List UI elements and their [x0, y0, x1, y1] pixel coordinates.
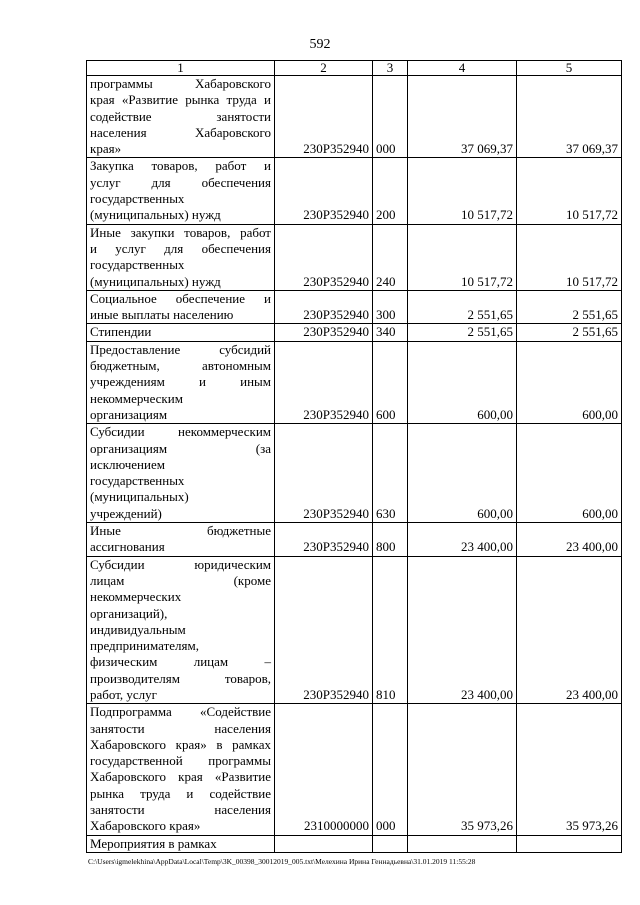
row-value-4: 23 400,00	[408, 523, 517, 557]
description-line: Закупка товаров, работ и	[90, 158, 271, 174]
description-line: организациям	[90, 406, 168, 422]
row-type: 300	[373, 290, 408, 324]
table-header-row	[87, 61, 622, 76]
row-description	[87, 424, 275, 523]
row-value-5: 10 517,72	[517, 158, 622, 224]
row-description	[87, 341, 275, 423]
description-line: некоммерческих	[90, 589, 182, 605]
description-line: Предоставление субсидий	[90, 341, 271, 357]
row-description	[87, 556, 275, 704]
table-row	[87, 704, 622, 835]
description-line: Мероприятия в рамках	[90, 835, 217, 851]
row-description	[87, 290, 275, 324]
header-col-2: 2	[275, 61, 373, 76]
description-line: Стипендии	[90, 324, 152, 340]
row-value-5	[517, 835, 622, 852]
description-line: занятости населения	[90, 802, 271, 818]
description-line: Субсидии юридическим	[90, 556, 271, 572]
description-line: Субсидии некоммерческим	[90, 424, 271, 440]
table-row	[87, 556, 622, 704]
row-value-5: 2 551,65	[517, 290, 622, 324]
table-row	[87, 76, 622, 158]
description-line: производителям товаров,	[90, 670, 271, 686]
row-code: 230P352940	[275, 424, 373, 523]
description-line: Подпрограмма «Содействие	[90, 704, 271, 720]
row-value-4: 2 551,65	[408, 324, 517, 341]
description-line: организациям (за	[90, 440, 271, 456]
row-value-4: 2 551,65	[408, 290, 517, 324]
description-line: программы Хабаровского	[90, 76, 271, 91]
description-line: занятости населения	[90, 720, 271, 736]
header-col-5: 5	[517, 61, 622, 76]
description-line: (муниципальных)	[90, 489, 189, 505]
row-type: 340	[373, 324, 408, 341]
description-line: Иные бюджетные	[90, 523, 271, 539]
row-code: 230P352940	[275, 324, 373, 341]
description-line: организаций),	[90, 605, 168, 621]
row-type: 600	[373, 341, 408, 423]
description-line: работ, услуг	[90, 686, 158, 702]
row-type: 000	[373, 704, 408, 835]
table-row	[87, 523, 622, 557]
description-line: рынка труда и содействие	[90, 785, 271, 801]
header-col-4: 4	[408, 61, 517, 76]
table-row	[87, 224, 622, 290]
description-line: услуг для обеспечения	[90, 174, 271, 190]
description-line: Социальное обеспечение и	[90, 290, 271, 306]
table-row	[87, 158, 622, 224]
description-line: (муниципальных) нужд	[90, 207, 221, 223]
row-description	[87, 704, 275, 835]
description-line: ассигнования	[90, 539, 165, 555]
description-line: Хабаровского края «Развитие	[90, 769, 271, 785]
row-value-4: 10 517,72	[408, 158, 517, 224]
page-number: 592	[309, 37, 331, 52]
description-line: предпринимателям,	[90, 638, 199, 654]
description-line: Хабаровского края»	[90, 818, 201, 834]
table-row	[87, 290, 622, 324]
row-value-4: 37 069,37	[408, 76, 517, 158]
row-value-5: 10 517,72	[517, 224, 622, 290]
row-code: 230P352940	[275, 158, 373, 224]
row-value-5: 2 551,65	[517, 324, 622, 341]
file-path-footer: C:\Users\igmelekhina\AppData\Local\Temp\3K_00398_30012019_005.txt\Мелехина Ирина Геннадьевна\31.01.2019 11:55:28	[88, 857, 476, 866]
description-line: учреждений)	[90, 505, 162, 521]
row-description	[87, 76, 275, 158]
description-line: некоммерческим	[90, 390, 183, 406]
description-line: государственных	[90, 473, 185, 489]
row-code: 230P352940	[275, 290, 373, 324]
description-line: Хабаровского края» в рамках	[90, 736, 271, 752]
row-type: 240	[373, 224, 408, 290]
row-description	[87, 523, 275, 557]
row-value-4: 23 400,00	[408, 556, 517, 704]
description-line: (муниципальных) нужд	[90, 273, 221, 289]
table-row	[87, 424, 622, 523]
row-value-5: 23 400,00	[517, 556, 622, 704]
row-value-5: 23 400,00	[517, 523, 622, 557]
description-line: физическим лицам –	[90, 654, 271, 670]
description-line: иные выплаты населению	[90, 307, 234, 323]
description-line: учреждениям и иным	[90, 374, 271, 390]
row-value-5: 600,00	[517, 341, 622, 423]
header-col-1: 1	[87, 61, 275, 76]
table-row	[87, 835, 622, 852]
row-code: 2310000000	[275, 704, 373, 835]
header-col-3: 3	[373, 61, 408, 76]
row-value-5: 600,00	[517, 424, 622, 523]
row-code: 230P352940	[275, 224, 373, 290]
table-row	[87, 324, 622, 341]
description-line: края»	[90, 141, 122, 157]
description-line: исключением	[90, 456, 165, 472]
row-type: 200	[373, 158, 408, 224]
row-description	[87, 835, 275, 852]
row-value-4	[408, 835, 517, 852]
row-type: 000	[373, 76, 408, 158]
row-value-4: 10 517,72	[408, 224, 517, 290]
description-line: лицам (кроме	[90, 572, 271, 588]
table-row	[87, 341, 622, 423]
row-code	[275, 835, 373, 852]
row-value-5: 37 069,37	[517, 76, 622, 158]
row-type: 630	[373, 424, 408, 523]
row-code: 230P352940	[275, 523, 373, 557]
description-line: государственной программы	[90, 753, 271, 769]
row-code: 230P352940	[275, 76, 373, 158]
description-line: индивидуальным	[90, 621, 186, 637]
description-line: населения Хабаровского	[90, 124, 271, 140]
row-description	[87, 324, 275, 341]
row-code: 230P352940	[275, 556, 373, 704]
description-line: бюджетным, автономным	[90, 358, 271, 374]
row-type	[373, 835, 408, 852]
row-value-5: 35 973,26	[517, 704, 622, 835]
description-line: государственных	[90, 257, 185, 273]
budget-table	[86, 60, 622, 853]
row-description	[87, 158, 275, 224]
row-value-4: 600,00	[408, 424, 517, 523]
description-line: края «Развитие рынка труда и	[90, 92, 271, 108]
description-line: государственных	[90, 191, 185, 207]
row-type: 810	[373, 556, 408, 704]
row-type: 800	[373, 523, 408, 557]
description-line: Иные закупки товаров, работ	[90, 224, 271, 240]
row-code: 230P352940	[275, 341, 373, 423]
row-value-4: 600,00	[408, 341, 517, 423]
description-line: содействие занятости	[90, 108, 271, 124]
row-value-4: 35 973,26	[408, 704, 517, 835]
row-description	[87, 224, 275, 290]
description-line: и услуг для обеспечения	[90, 240, 271, 256]
